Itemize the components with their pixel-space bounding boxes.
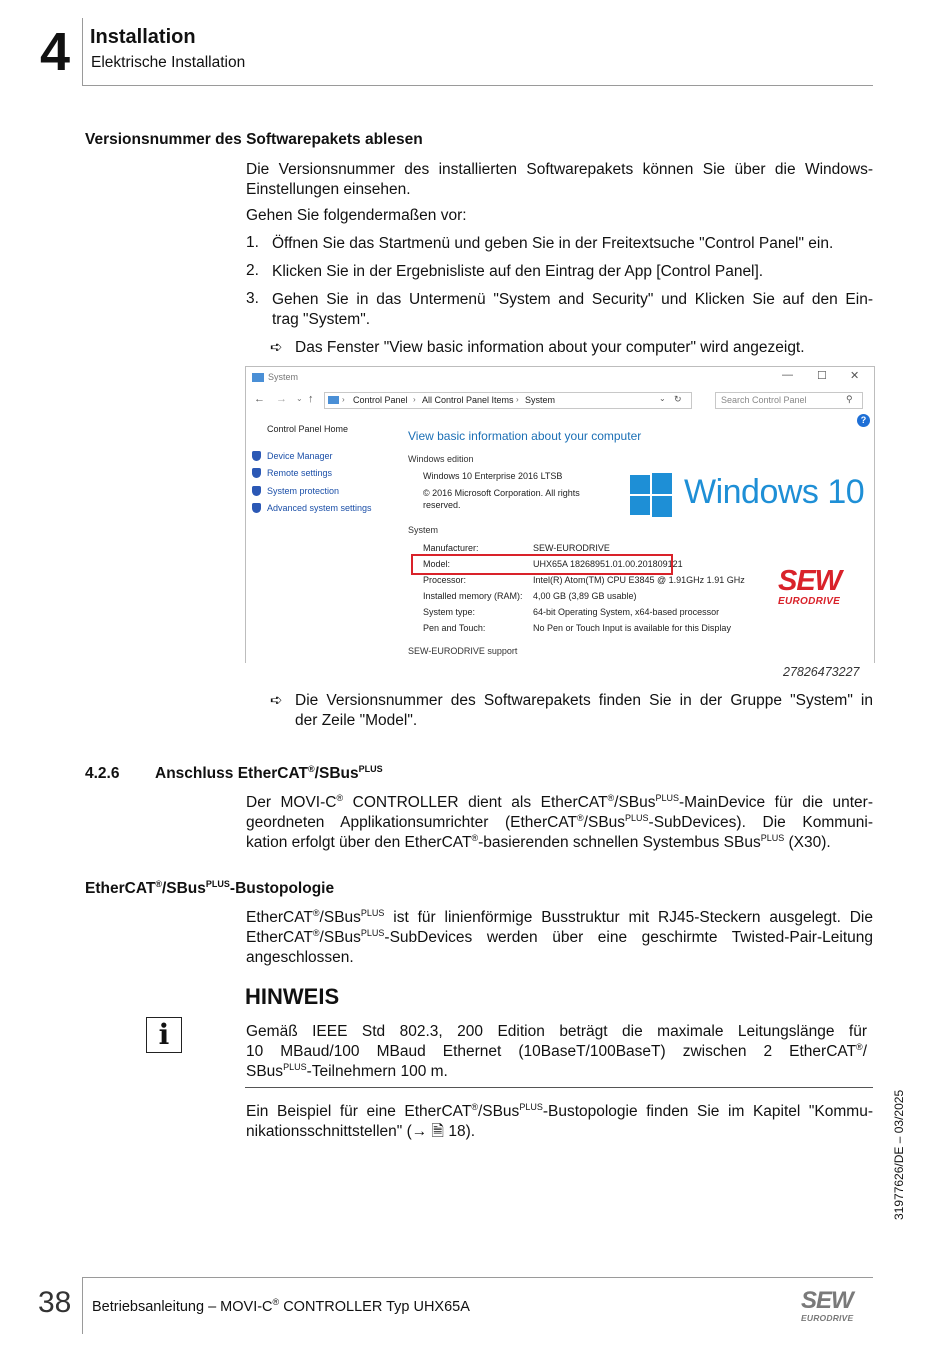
step-number: 3. [246, 290, 259, 307]
system-label: Installed memory (RAM): [423, 591, 523, 601]
search-box[interactable] [715, 392, 863, 409]
system-value: No Pen or Touch Input is available for this Display [533, 623, 731, 633]
info-icon [146, 1017, 182, 1053]
breadcrumb-separator: › [342, 395, 345, 404]
search-icon[interactable]: ⚲ [846, 394, 853, 404]
sidebar-item-device-manager[interactable]: Device Manager [267, 451, 333, 461]
group-system: System [408, 525, 439, 535]
footer-logo-sub: EURODRIVE [801, 1313, 854, 1323]
result-line: Die Versionsnummer des Softwarepakets finden Sie in der Gruppe "System" in [295, 692, 873, 709]
result-arrow-icon: ➪ [270, 339, 283, 356]
registered-mark: ® [308, 763, 315, 774]
reference-line: Ein Beispiel für eine EtherCAT®/SBus$^{PLUS}$-Bustopologie finden Sie im Kapitel "Kommu- [246, 1101, 873, 1120]
result-arrow-icon: ➪ [270, 692, 283, 709]
paragraph-line: geordneten Applikationsumrichter (EtherCAT®/SBus$^{PLUS}$-SubDevices). Die Kommuni- [246, 812, 873, 831]
address-bar[interactable] [324, 392, 692, 409]
footer-divider-horizontal [82, 1277, 873, 1278]
subsection-number: 4.2.6 [85, 765, 120, 782]
recent-dropdown-icon[interactable]: ⌄ [296, 394, 303, 403]
intro-paragraph [246, 160, 873, 200]
breadcrumb-item[interactable]: System [525, 395, 556, 405]
close-button[interactable]: ✕ [850, 370, 860, 382]
chapter-number: 4 [40, 22, 71, 82]
copyright-line: reserved. [423, 500, 461, 510]
minimize-button[interactable]: — [782, 369, 793, 381]
step-number: 1. [246, 234, 259, 251]
up-arrow-icon[interactable]: ↑ [308, 393, 314, 405]
step-number: 2. [246, 262, 259, 279]
system-label: Processor: [423, 575, 467, 585]
document-id-vertical: 31977626/DE – 03/2025 [892, 1089, 906, 1220]
forward-arrow-icon[interactable]: → [276, 393, 287, 405]
breadcrumb-separator: › [516, 395, 519, 404]
system-value: 4,00 GB (3,89 GB usable) [533, 591, 637, 601]
main-title: View basic information about your computer [408, 429, 642, 443]
breadcrumb-item[interactable]: All Control Panel Items [422, 395, 514, 405]
note-line: SBus$^{PLUS}$-Teilnehmern 100 m. [246, 1061, 448, 1080]
model-highlight-box [411, 554, 673, 575]
control-panel-icon [328, 396, 339, 404]
reference-paragraph [246, 1102, 873, 1142]
header-divider-horizontal [82, 85, 873, 86]
result-text [295, 691, 873, 731]
chapter-title: Installation [90, 26, 196, 48]
shield-icon [252, 468, 261, 478]
windows-10-wordmark: Windows 10 [684, 473, 865, 511]
document-title: Betriebsanleitung – MOVI-C® CONTROLLER Typ UHX65A [92, 1297, 470, 1315]
footer-logo-main: SEW [801, 1287, 853, 1314]
title-part: Anschluss EtherCAT [155, 765, 309, 782]
sew-logo-text: SEW [778, 565, 842, 597]
system-value: SEW-EURODRIVE [533, 543, 610, 553]
eurodrive-logo-text: EURODRIVE [778, 596, 841, 607]
back-arrow-icon[interactable]: ← [254, 393, 265, 405]
shield-icon [252, 503, 261, 513]
shield-icon [252, 486, 261, 496]
result-line: der Zeile "Model". [295, 712, 418, 729]
sew-eurodrive-logo [778, 567, 841, 607]
copyright-line: © 2016 Microsoft Corporation. All rights [423, 488, 580, 498]
note-text [246, 1022, 867, 1082]
step-line: trag "System". [272, 311, 371, 328]
help-icon[interactable]: ? [857, 414, 870, 427]
intro-line: Einstellungen einsehen. [246, 181, 411, 198]
search-placeholder: Search Control Panel [721, 395, 807, 405]
section2-paragraph [246, 793, 873, 853]
system-value-model: UHX65A 18268951.01.00.201809121 [533, 559, 683, 569]
sidebar-item-system-protection[interactable]: System protection [267, 486, 340, 496]
note-line: Gemäß IEEE Std 802.3, 200 Edition beträgt die maximale Leitungslänge für [246, 1023, 867, 1040]
system-label: Manufacturer: [423, 543, 479, 553]
system-label: Model: [423, 559, 451, 569]
plus-superscript: PLUS [358, 763, 383, 774]
title-part: /SBus [314, 765, 359, 782]
system-value: Intel(R) Atom(TM) CPU E3845 @ 1.91GHz 1.91 GHz [533, 575, 745, 585]
note-line: 10 MBaud/100 MBaud Ethernet (10BaseT/100BaseT) zwischen 2 EtherCAT®/ [246, 1041, 867, 1060]
maximize-button[interactable]: ☐ [817, 370, 827, 382]
step-text: Klicken Sie in der Ergebnisliste auf den Eintrag der App [Control Panel]. [272, 263, 764, 280]
paragraph-line: angeschlossen. [246, 949, 354, 966]
paragraph-line: EtherCAT®/SBus$^{PLUS}$ ist für linienförmige Busstruktur mit RJ45-Steckern ausgelegt. Die [246, 907, 873, 926]
window-app-icon [252, 373, 264, 382]
step-line: Gehen Sie in das Untermenü "System and Security" und Klicken Sie auf den Ein- [272, 291, 873, 308]
paragraph-line: EtherCAT®/SBus$^{PLUS}$-SubDevices werden über eine geschirmte Twisted-Pair-Leitung [246, 927, 873, 946]
sidebar-home-link[interactable]: Control Panel Home [267, 424, 349, 434]
shield-icon [252, 451, 261, 461]
system-label: Pen and Touch: [423, 623, 486, 633]
subsection-title [155, 765, 383, 783]
step-text [272, 290, 873, 330]
step-text: Öffnen Sie das Startmenü und geben Sie in der Freitextsuche "Control Panel" ein. [272, 235, 834, 252]
sidebar-item-remote-settings[interactable]: Remote settings [267, 468, 333, 478]
paragraph-line: Der MOVI-C® CONTROLLER dient als EtherCAT®/SBus$^{PLUS}$-MainDevice für die unter- [246, 792, 874, 811]
breadcrumb-separator: › [413, 395, 416, 404]
procedure-intro: Gehen Sie folgendermaßen vor: [246, 207, 467, 224]
section-heading: Versionsnummer des Softwarepakets ablesen [85, 131, 423, 148]
chapter-subtitle: Elektrische Installation [91, 54, 246, 71]
header-divider-vertical [82, 18, 83, 86]
group-windows-edition: Windows edition [408, 454, 474, 464]
refresh-icon[interactable]: ↻ [674, 394, 682, 404]
page-number: 38 [38, 1286, 72, 1319]
note-divider [245, 1087, 873, 1088]
window-title: System [268, 372, 299, 382]
bus-topology-heading: EtherCAT®/SBus$^{PLUS}$-Bustopologie [85, 878, 335, 897]
result-text: Das Fenster "View basic information about your computer" wird angezeigt. [295, 339, 805, 356]
info-glyph: i [158, 1018, 170, 1051]
reference-link[interactable]: nikationsschnittstellen" (→ 🗎 18). [246, 1123, 476, 1140]
note-title: HINWEIS [245, 984, 340, 1009]
footer-divider-vertical [82, 1277, 83, 1334]
system-window-screenshot [245, 366, 875, 663]
group-support: SEW-EURODRIVE support [408, 646, 518, 656]
address-dropdown-icon[interactable]: ⌄ [659, 394, 666, 403]
edition-name: Windows 10 Enterprise 2016 LTSB [423, 471, 563, 481]
paragraph-line: kation erfolgt über den EtherCAT®-basierenden schnellen Systembus SBus$^{PLUS}$ (X30). [246, 832, 831, 851]
breadcrumb-item[interactable]: Control Panel [353, 395, 408, 405]
intro-line: Die Versionsnummer des installierten Softwarepakets können Sie über die Windows- [246, 161, 873, 178]
footer-sew-logo [801, 1289, 853, 1323]
system-value: 64-bit Operating System, x64-based processor [533, 607, 720, 617]
system-label: System type: [423, 607, 476, 617]
sidebar-item-advanced-settings[interactable]: Advanced system settings [267, 503, 372, 513]
figure-id: 27826473227 [783, 665, 860, 679]
section3-paragraph [246, 908, 873, 968]
